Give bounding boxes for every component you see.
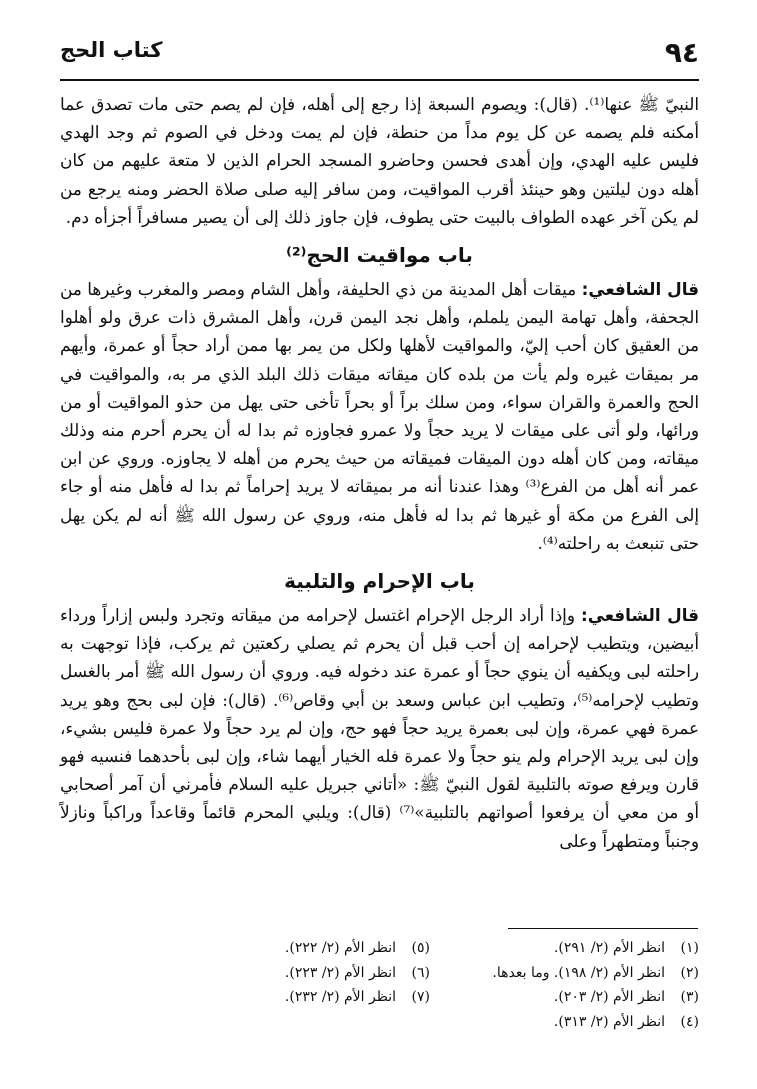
page-number: ٩٤ [664,36,699,69]
running-title: كتاب الحج [60,38,163,62]
footnote-rule [508,928,698,929]
footnote: (٤)انظر الأم (٢/ ٣١٣). [553,1013,699,1030]
footnote: (٣)انظر الأم (٢/ ٢٠٣). [553,989,699,1005]
speaker-label: قال الشافعي: [581,605,699,626]
page-body [60,90,699,855]
section-heading-ihram: باب الإحرام والتلبية [284,569,475,594]
paragraph-ihram: قال الشافعي: وإذا أراد الرجل الإحرام اغتسل لإحرامه من ميقاته وتجرد ولبس إزاراً ورداء أبيضين، ويتطيب لإحرامه إن أحب قبل أن يحرم ثم يصلي ركعتين ثم يركب، فإذا توجهت به راحلته لبى ويكفيه أن ينوي حجاً أو عمرة عند دخوله فيه. وروي أن رسول الله ﷺ أمر بالغسل وتطيب لإحرامه⁽⁵⁾، وتطيب ابن عباس وسعد بن أبي وقاص⁽⁶⁾. (قال): فإن لبى بحج وهو يريد عمرة فهي عمرة، وإن لبى بعمرة يريد حجاً فهو حج، وإن لم يرد حجاً ولا عمرة فليس بشيء، وإن لبى يريد الإحرام ولم ينو حجاً ولا عمرة فله الخيار أيهما شاء، وإن لبى بأحدهما فنسيه فهو قارن ويرفع صوته بالتلبية لقول النبيّ ﷺ: «أتاني جبريل عليه السلام فأمرني أن آمر أصحابي أو من معي أن يرفعوا أصواتهم بالتلبية»⁽⁷⁾ (قال): ويلبي المحرم قائماً وقاعداً وراكباً ونازلاً وجنباً ومتطهراً وعلى [60,605,699,851]
paragraph-hajj-fasting: النبيّ ﷺ عنها⁽¹⁾. (قال): ويصوم السبعة إذا رجع إلى أهله، فإن لم يصم حتى مات تصدق عما أمكنه فلم يصمه عن كل يوم مداً من حنطة، فإن لم يمت ودخل في الصوم ثم وجد الهدي فليس عليه الهدي، وإن أهدى فحسن وحاضرو المسجد الحرام الذين لا متعة عليهم من كان أهله دون ليلتين وهو حينئذ أقرب المواقيت، ومن سافر إليه صلى صلاة الحضر ومنه يرجع من لم يكن آخر عهده الطواف بالبيت حتى يطوف، فإن جاوز ذلك إلى أن يصير مسافراً أجزأه دم. [60,94,699,227]
footnotes-column-left [200,936,430,1010]
footnotes [60,936,699,1046]
speaker-label: قال الشافعي: [581,279,700,300]
paragraph-miqat: قال الشافعي: ميقات أهل المدينة من ذي الحليفة، وأهل الشام ومصر والمغرب وغيرها من الجحفة، وأهل تهامة اليمن يلملم، وأهل نجد اليمن قرن، وأهل المشرق ذات عرق ولو أهلوا من العقيق كان أحب إليّ، والمواقيت لأهلها ولكل من يمر بها ممن أراد حجاً أو عمرة، وأيهم مر بميقات غيره ولم يأت من بلده كان ميقاته ميقات ذلك البلد الذي مر به، والمواقيت في الحج والعمرة والقران سواء، ومن سلك براً أو بحراً تأخى حتى يهل من حذو المواقيت أو من ورائها، ولو أتى على ميقات لا يريد حجاً ولا عمرو فجاوزه ثم بدا له أن يحرم أحرم منه وذلك ميقاته، ومن كان أهله دون الميقات فميقاته من حيث يحرم من أهله لا يجاوزه. وروي عن ابن عمر أنه أهل من الفرع⁽³⁾ وهذا عندنا أنه مر بميقاته لا يريد إحراماً ثم بدا له فأهل منه أو جاء إلى الفرع من مكة أو غيرها ثم بدا له فأهل منه، وروي عن رسول الله ﷺ أنه لم يكن يهل حتى تنبعث به راحلته⁽⁴⁾. [60,279,700,553]
header-rule [60,79,699,81]
footnote: (٢)انظر الأم (٢/ ١٩٨). وما بعدها. [492,964,699,981]
footnote: (١)انظر الأم (٢/ ٢٩١). [553,940,699,956]
page-header [60,36,699,76]
footnote: (٥)انظر الأم (٢/ ٢٢٢). [284,940,430,956]
section-heading-miqat: باب مواقيت الحج⁽²⁾ [286,243,473,268]
footnote: (٦)انظر الأم (٢/ ٢٢٣). [284,964,430,981]
footnote: (٧)انظر الأم (٢/ ٢٣٢). [284,989,430,1005]
